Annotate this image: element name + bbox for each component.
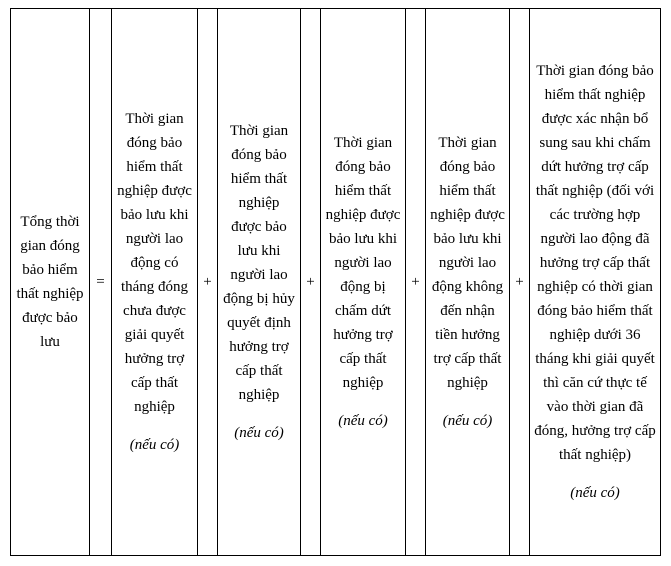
term-note: (nếu có) [442,413,493,429]
total-label: Tổng thời gian đóng bảo hiểm thất nghiệp được bảo lưu [16,214,84,350]
equals-sign: = [90,9,112,556]
formula-table [10,8,661,556]
plus-sign: + [198,9,218,556]
plus-sign: + [301,9,321,556]
term-note: (nếu có) [234,425,284,441]
term-cell-not-collected [426,9,510,556]
term-text: Thời gian đóng bảo hiểm thất nghiệp được bảo lưu khi người lao động có tháng đóng chưa được giải quyết hưởng trợ cấp thất nghiệp [117,111,192,415]
term-cell-supplementary-confirmed [530,9,661,556]
total-cell [11,9,90,556]
term-text: Thời gian đóng bảo hiểm thất nghiệp được xác nhận bổ sung sau khi chấm dứt hưởng trợ cấp thất nghiệp (đối với các trường hợp người lao động đã hưởng trợ cấp thất nghiệp có thời gian đóng bảo hiểm thất nghiệp dưới 36 tháng khi giải quyết thì căn cứ thực tế vào thời gian đã đóng, hưởng trợ cấp thất nghiệp) [534,63,656,463]
plus-sign: + [510,9,530,556]
term-cell-unclaimed-months [112,9,198,556]
term-text: Thời gian đóng bảo hiểm thất nghiệp được bảo lưu khi người lao động không đến nhận tiền hưởng trợ cấp thất nghiệp [430,135,505,391]
term-note: (nếu có) [570,485,620,501]
term-text: Thời gian đóng bảo hiểm thất nghiệp được bảo lưu khi người lao động bị hủy quyết định hưởng trợ cấp thất nghiệp [223,123,295,403]
term-note: (nếu có) [129,437,180,453]
term-cell-terminated-benefit [321,9,406,556]
term-note: (nếu có) [338,413,388,429]
term-cell-cancelled-decision [218,9,301,556]
term-text: Thời gian đóng bảo hiểm thất nghiệp được bảo lưu khi người lao động bị chấm dứt hưởng trợ cấp thất nghiệp [325,135,401,391]
plus-sign: + [406,9,426,556]
formula-row [11,9,661,556]
